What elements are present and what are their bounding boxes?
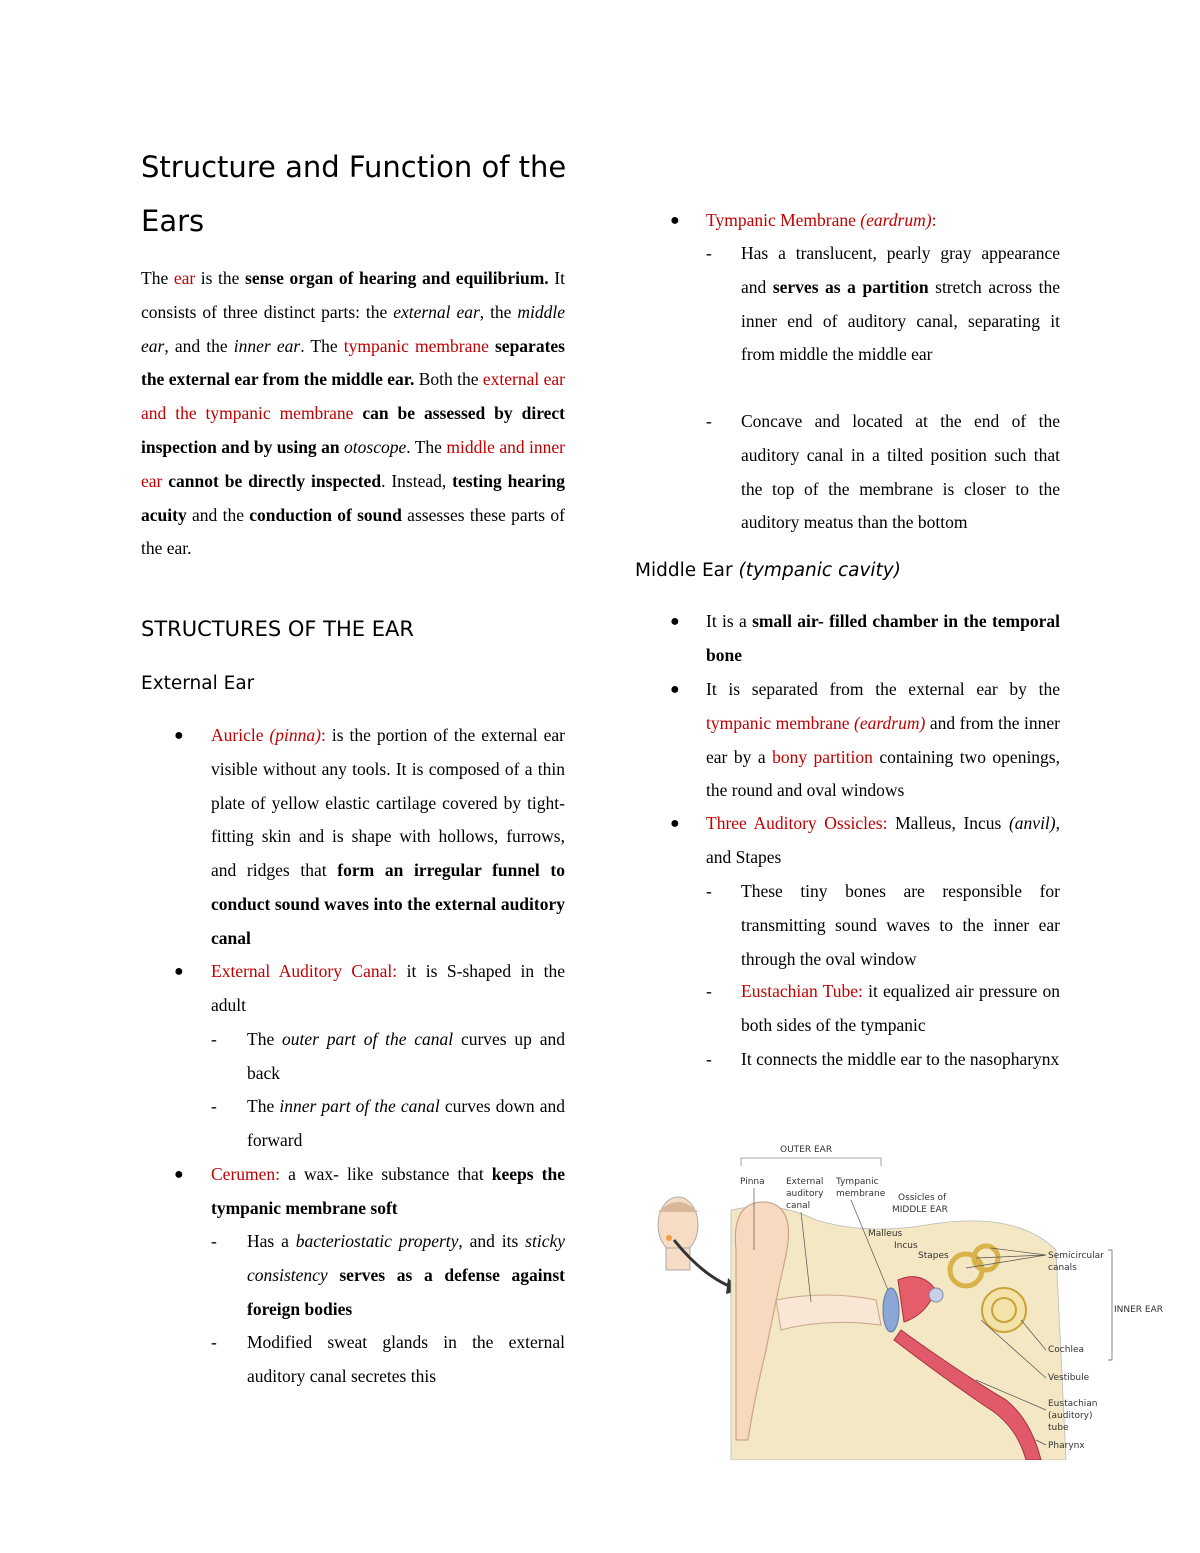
label-inner-ear: INNER EAR <box>1114 1305 1164 1315</box>
label-malleus: Malleus <box>868 1229 903 1239</box>
list-subitem: Concave and located at the end of the auditory canal in a tilted position such that the top of the membrane is closer to the auditory meatus than the bottom <box>741 411 1060 533</box>
label-cochlea: Cochlea <box>1048 1345 1084 1355</box>
bullet-icon: ● <box>670 681 680 698</box>
label-tympanic: membrane <box>836 1189 886 1199</box>
label-pinna: Pinna <box>740 1177 765 1187</box>
label-semicircular: Semicircular <box>1048 1251 1104 1261</box>
label-external-canal: canal <box>786 1201 811 1211</box>
section-heading-structures: STRUCTURES OF THE EAR <box>141 617 414 641</box>
list-item-tympanic: Tympanic Membrane (eardrum): <box>706 210 937 230</box>
page-title: Structure and Function of the Ears <box>141 150 567 238</box>
dash-icon: - <box>211 1029 217 1049</box>
list-subitem: The outer part of the canal curves up and back <box>247 1029 565 1083</box>
list-item-external-canal: External Auditory Canal: it is S-shaped in the adult <box>211 961 566 1015</box>
list-subitem: Has a translucent, pearly gray appearance and serves as a partition stretch across the inner end of auditory canal, separating it from middle the middle ear <box>741 243 1060 365</box>
list-subitem: Eustachian Tube: it equalized air pressure on both sides of the tympanic <box>741 981 1060 1035</box>
list-subitem: The inner part of the canal curves down and forward <box>247 1096 565 1150</box>
bullet-icon: ● <box>670 212 680 229</box>
label-vestibule: Vestibule <box>1048 1373 1090 1383</box>
label-eustachian: Eustachian <box>1048 1399 1098 1409</box>
bullet-icon: ● <box>174 1166 184 1183</box>
dash-icon: - <box>706 411 712 431</box>
list-item-cerumen: Cerumen: a wax- like substance that keeps the tympanic membrane soft <box>211 1164 565 1218</box>
bullet-icon: ● <box>670 613 680 630</box>
label-pharynx: Pharynx <box>1048 1441 1085 1451</box>
ear-anatomy-figure <box>636 1140 1176 1460</box>
section-heading-external-ear: External Ear <box>141 673 255 694</box>
list-item-middle-separation: It is separated from the external ear by the tympanic membrane (eardrum) and from the inner ear by a bony partition containing two openings, the round and oval windows <box>706 679 1060 801</box>
bullet-icon: ● <box>174 963 184 980</box>
intro-paragraph: The ear is the sense organ of hearing and equilibrium. It consists of three distinct parts: the external ear, the middle ear, and the inner ear. The tympanic membrane separates the external ear from the middle ear. Both the external ear and the tympanic membrane can be assessed by direct inspection and by using an otoscope. The middle and inner ear cannot be directly inspected. Instead, testing hearing acuity and the conduction of sound assesses these parts of the ear. <box>141 268 566 559</box>
dash-icon: - <box>211 1096 217 1116</box>
dash-icon: - <box>211 1231 217 1251</box>
bullet-icon: ● <box>670 815 680 832</box>
section-heading-middle-ear: Middle Ear (tympanic cavity) <box>635 560 901 581</box>
label-external-canal: auditory <box>786 1189 824 1199</box>
list-item-ossicles: Three Auditory Ossicles: Malleus, Incus (anvil), and Stapes <box>706 813 1060 867</box>
label-incus: Incus <box>894 1241 918 1251</box>
label-ossicles: MIDDLE EAR <box>892 1205 948 1215</box>
label-stapes: Stapes <box>918 1251 949 1261</box>
list-item-middle-chamber: It is a small air- filled chamber in the temporal bone <box>706 611 1060 665</box>
dash-icon: - <box>706 981 712 1001</box>
dash-icon: - <box>706 881 712 901</box>
bullet-icon: ● <box>174 727 184 744</box>
list-subitem: Modified sweat glands in the external auditory canal secretes this <box>247 1332 565 1386</box>
list-subitem: These tiny bones are responsible for transmitting sound waves to the inner ear through the oval window <box>741 881 1060 969</box>
label-eustachian: tube <box>1048 1423 1069 1433</box>
label-outer-ear: OUTER EAR <box>780 1145 833 1155</box>
label-external-canal: External <box>786 1177 824 1187</box>
label-ossicles: Ossicles of <box>898 1193 947 1203</box>
dash-icon: - <box>706 1049 712 1069</box>
label-tympanic: Tympanic <box>836 1177 879 1187</box>
list-item-auricle: Auricle (pinna): is the portion of the external ear visible without any tools. It is composed of a thin plate of yellow elastic cartilage covered by tight-fitting skin and is shape with hollows, furrows, and ridges that form an irregular funnel to conduct sound waves into the external auditory canal <box>211 725 565 948</box>
label-eustachian: (auditory) <box>1048 1411 1093 1421</box>
dash-icon: - <box>706 243 712 263</box>
list-subitem: It connects the middle ear to the nasopharynx <box>741 1049 1060 1069</box>
dash-icon: - <box>211 1332 217 1352</box>
label-semicircular: canals <box>1048 1263 1077 1273</box>
list-subitem: Has a bacteriostatic property, and its sticky consistency serves as a defense against foreign bodies <box>247 1231 566 1319</box>
